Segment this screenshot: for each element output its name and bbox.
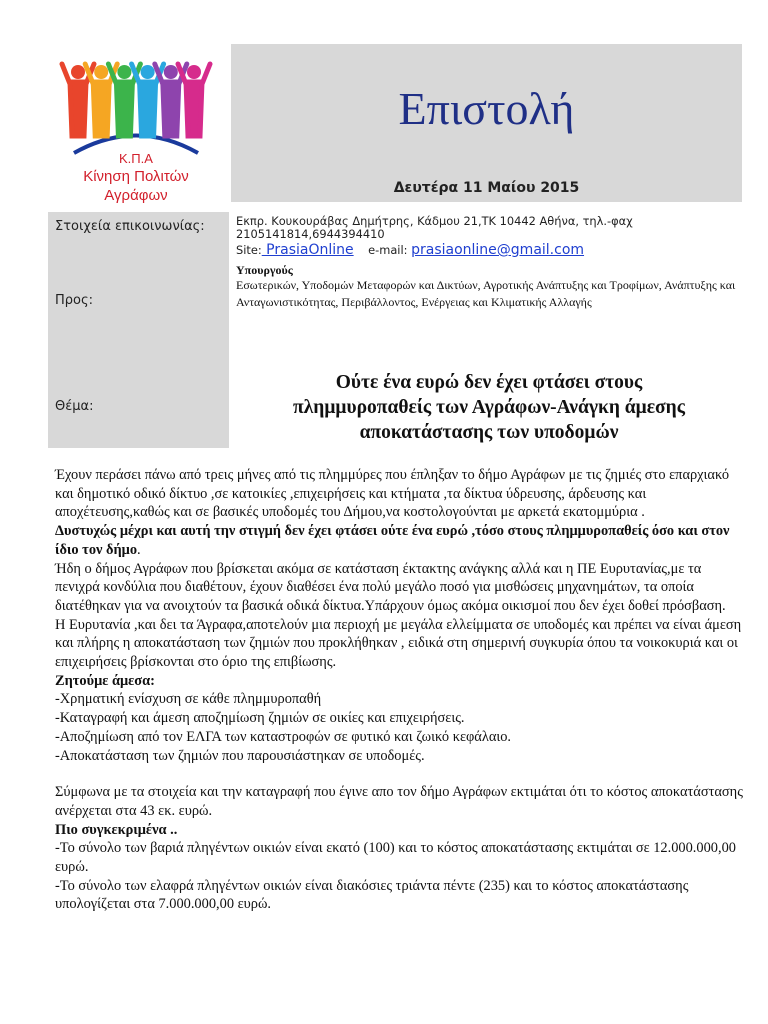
contact-line-2: 2105141814,6944394410 bbox=[236, 227, 385, 241]
site-link[interactable]: PrasiaOnline bbox=[261, 242, 354, 258]
letter-body bbox=[55, 466, 745, 914]
paragraph-6: -Το σύνολο των βαριά πληγέντων οικιών είναι εκατό (100) και το κόστος αποκατάστασης εκτιμάται σε 12.000.000,00 ευρώ. bbox=[55, 840, 736, 876]
label-column bbox=[48, 212, 229, 448]
demand-item: -Χρηματική ενίσχυση σε κάθε πλημμυροπαθή bbox=[55, 691, 322, 708]
letter-subject bbox=[236, 370, 742, 445]
label-subject: Θέμα: bbox=[55, 399, 94, 414]
demand-item: -Αποζημίωση από τον ΕΛΓΑ των καταστροφών σε φυτικό και ζωικό κεφάλαιο. bbox=[55, 728, 512, 745]
people-group-icon bbox=[56, 58, 216, 208]
paragraph-4: Η Ευρυτανία ,και δει τα Άγραφα,αποτελούν μια περιοχή με μεγάλα ελλείμματα σε υποδομές και πρέπει να είναι άμεση και πλήρης η αποκατάσταση των ζημιών που προκλήθηκαν , ειδικά στη σημερινή συγκυρία όπου τα νοικοκυριά και οι επιχειρήσεις βρίσκονται στο όριο της επιβίωσης. bbox=[55, 616, 742, 671]
paragraph-7: -Το σύνολο των ελαφρά πληγέντων οικιών είναι διακόσιες τριάντα πέντε (235) και το κόστος αποκατάστασης υπολογίζεται στα 7.000.000,00 ευρώ. bbox=[55, 877, 689, 913]
page-title: Επιστολή bbox=[398, 83, 575, 134]
contact-web-row bbox=[236, 244, 584, 257]
letter-date: Δευτέρα 11 Μαίου 2015 bbox=[393, 180, 580, 196]
logo-line-1: Κ.Π.Α bbox=[119, 151, 153, 166]
paragraph-5: Σύμφωνα με τα στοιχεία και την καταγραφή που έγινε απο τον δήμο Αγράφων εκτιμάται ότι το κόστος αποκατάστασης ανέρχεται στα 43 εκ. ευρώ. bbox=[55, 784, 743, 819]
email-label: e-mail: bbox=[368, 243, 408, 257]
subject-line-2: πλημμυροπαθείς των Αγράφων-Ανάγκη άμεσης bbox=[293, 397, 685, 418]
logo-line-3: Αγράφων bbox=[104, 187, 168, 204]
person-head bbox=[94, 65, 108, 79]
demand-item: -Καταγραφή και άμεση αποζημίωση ζημιών σε οικίες και επιχειρήσεις. bbox=[55, 710, 465, 727]
paragraph-3: Ήδη ο δήμος Αγράφων που βρίσκεται ακόμα σε κατάσταση έκτακτης ανάγκης αλλά και η ΠΕ Ευρυτανίας,με τα πενιχρά κονδύλια που διαθέτουν, έχουν διαθέσει ένα πολύ μεγάλο ποσό για μισθώσεις μηχανημάτων, τα οποία διατέθηκαν για να ανοιχτούν τα βασικά οδικά δίκτυα.Υπάρχουν όμως ακόμα οικισμοί που δεν έχει δοθεί πρόσβαση. bbox=[55, 560, 726, 614]
label-contact: Στοιχεία επικοινωνίας: bbox=[55, 219, 205, 234]
recipient-heading: Υπουργούς bbox=[236, 263, 293, 277]
paragraph-2-bold: Δυστυχώς μέχρι και αυτή την στιγμή δεν έχει φτάσει ούτε ένα ευρώ ,τόσο στους πλημμυροπαθείς όσο και στον ίδιο τον δήμο bbox=[55, 523, 730, 558]
logo-line-2: Κίνηση Πολιτών bbox=[83, 168, 189, 185]
demands-heading: Ζητούμε άμεσα: bbox=[55, 672, 155, 689]
recipient-list: Εσωτερικών, Υποδομών Μεταφορών και Δικτύων, Αγροτικής Ανάπτυξης και Τροφίμων, Ανάπτυξης και Ανταγωνιστικότητας, Περιβάλλοντος, Ενέργειας και Κλιματικής Αλλαγής bbox=[236, 278, 736, 309]
kpa-logo bbox=[56, 58, 216, 208]
paragraph-2 bbox=[55, 522, 745, 559]
subject-line-1: Ούτε ένα ευρώ δεν έχει φτάσει στους bbox=[335, 372, 643, 393]
paragraph-2-end: . bbox=[137, 541, 141, 558]
email-link[interactable]: prasiaonline@gmail.com bbox=[411, 242, 585, 258]
paragraph-1: Έχουν περάσει πάνω από τρεις μήνες από τις πλημμύρες που έπληξαν το δήμο Αγράφων με τις ζημιές στο επαρχιακό και δημοτικό οδικό δίκτυο ,σε κατοικίες ,επιχειρήσεις και κτήματα ,τα δίκτυα ύδρευσης, άρδευσης και αποχέτευσης,καθώς και σε βασικές υποδομές του Δήμου,να κοστολογούνται με αρκετά εκατομμύρια . bbox=[55, 467, 730, 521]
specific-heading: Πιο συγκεκριμένα .. bbox=[55, 821, 178, 838]
demand-item: -Αποκατάσταση των ζημιών που παρουσιάστηκαν σε υποδομές. bbox=[55, 747, 425, 764]
header-box bbox=[231, 44, 742, 202]
person-head bbox=[117, 65, 131, 79]
contact-line-1: Εκπρ. Κουκουράβας Δημήτρης, Κάδμου 21,ΤΚ 10442 Αθήνα, τηλ.-φαχ bbox=[236, 214, 633, 228]
person-head bbox=[164, 65, 178, 79]
person-head bbox=[187, 65, 201, 79]
label-to: Προς: bbox=[55, 293, 93, 308]
person-head bbox=[141, 65, 155, 79]
person-head bbox=[71, 65, 85, 79]
site-label: Site: bbox=[236, 243, 262, 257]
subject-line-3: αποκατάστασης των υποδομών bbox=[359, 422, 619, 443]
